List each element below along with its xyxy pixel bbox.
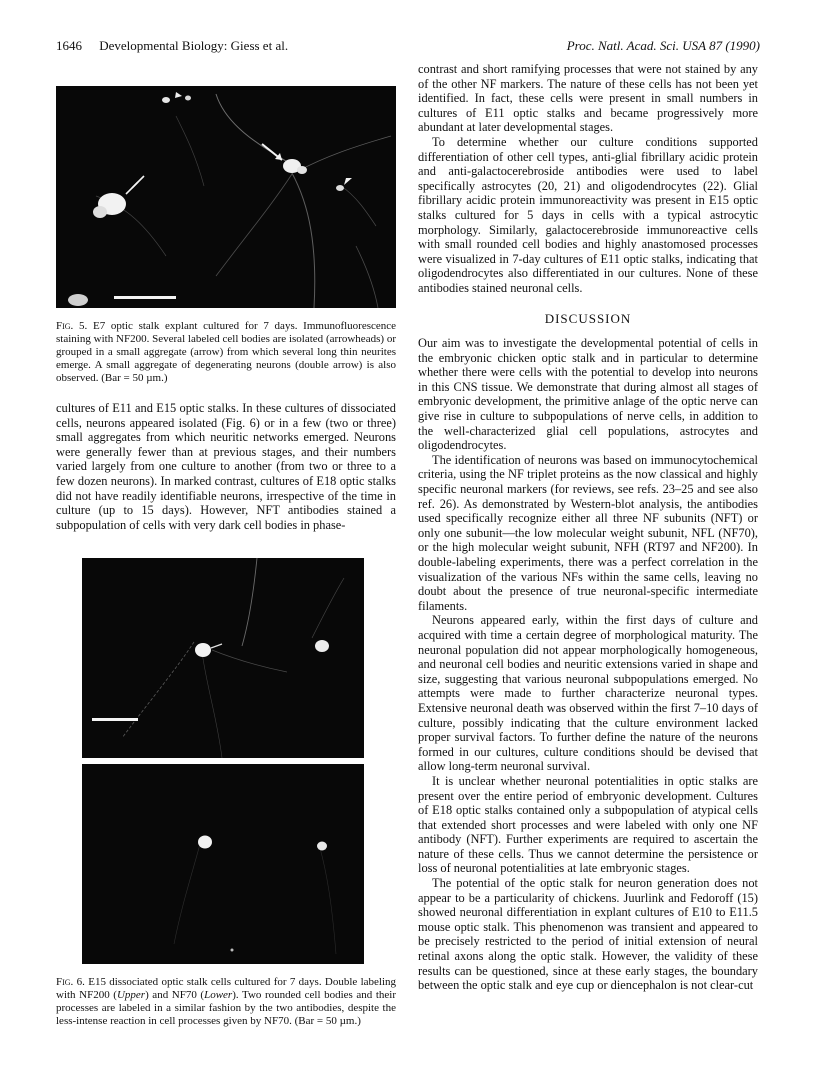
figure-6-upper-micrograph: [82, 558, 364, 758]
figure-6-caption-a: E15 dissociated optic stalk cells cultured for 7 days. Double labeling with NF200 (: [56, 976, 397, 1002]
figure-5-caption: [56, 320, 396, 385]
figure-6-upper-image: [82, 558, 364, 758]
discussion-paragraph: The identification of neurons was based on immunocytochemical criteria, using the NF triplet proteins as the now classical and highly specific neuronal markers (for reviews, see refs. 23–25 and see also ref. 26). As demonstrated by Western-blot analysis, the antibodies used specifically recognize either all three NF subunits (NFT) or only one subunit—the low molecular weight subunit, NFL (NF70), or the high molecular weight subunit, NFH (RT97 and NF200). In double-labeling experiments, there was a perfect correlation in the visualization of the various NFs within the same cells, leaving no doubt about the presence of true neuronal-specific intermediate filaments.: [418, 452, 758, 613]
figure-5-caption-text: E7 optic stalk explant cultured for 7 days. Immunofluorescence staining with NF200. Several labeled cell bodies are isolated (arrowheads) or grouped in a small aggregate (arrow) from which several long thin neurites emerge. A small aggregate of degenerating neurons (double arrow) is also observed. (Bar = 50 µm.): [56, 320, 397, 384]
figure-6-caption-c: ). Two rounded cell bodies and their processes are labeled in a similar fashion by the two antibodies, despite the less-intense reaction in cell processes given by NF70. (Bar = 50 µm.): [56, 989, 397, 1028]
figure-6-caption-b: ) and NF70 (: [145, 989, 205, 1002]
results-paragraph: To determine whether our culture conditions supported differentiation of other cell types, anti-glial fibrillary acidic protein and anti-galactocerebroside antibodies were used to label specifically astrocytes (20, 21) and oligodendrocytes (22). Glial fibrillary acidic protein immunoreactivity was present in E15 optic stalks cultured for 5 days in cells with a typical astrocytic morphology. Similarly, galactocerebroside immunoreactive cells with small rounded cell bodies and highly anastomosed processes were visualized in 7-day cultures of E11 optic stalks, indicating that oligodendrocytes also differentiated in our cultures. None of these antibodies stained neuronal cells.: [418, 134, 758, 295]
figure-5-image: [56, 86, 396, 308]
left-column: [56, 62, 396, 1028]
page-number: 1646: [56, 38, 82, 53]
discussion-paragraph: Neurons appeared early, within the first days of culture and acquired with time a certain degree of morphological maturity. The neuronal population did not appear morphologically homogeneous, and neuronal cell bodies and neuritic extensions varied in shape and size, suggesting that various neuronal subpopulations emerged. No attempts were made to further characterize neuronal types. Extensive neuronal death was observed within the first 7–10 days of culture, possibly indicating that the culture environment lacked proper survival factors. To further define the nature of the neurons formed in our cultures, culture conditions should be devised that allow long-term neuronal survival.: [418, 613, 758, 774]
discussion-heading: DISCUSSION: [544, 310, 632, 326]
left-paragraph: cultures of E11 and E15 optic stalks. In these cultures of dissociated cells, neurons appeared isolated (Fig. 6) or in a few (two or three) small aggregates from which neuritic networks emerged. Neurons were generally fewer than at previous stages, and their numbers varied largely from one culture to another (from two or three to a few dozen neurons). In marked contrast, cultures of E18 optic stalks did not have readily identifiable neurons, irrespective of the time in culture (up to 15 days). However, NFT antibodies stained a subpopulation of cells with very dark cell bodies in phase-: [56, 401, 396, 532]
right-column: [418, 62, 758, 993]
results-paragraph: contrast and short ramifying processes that were not stained by any of the other NF markers. The nature of these cells has not been yet identified. In fact, these cells were present in small numbers in cultures of E11 optic stalks and became progressively more abundant at later developmental stages.: [418, 62, 758, 135]
discussion-paragraph: The potential of the optic stalk for neuron generation does not appear to be a particularity of chickens. Juurlink and Fedoroff (15) showed neuronal differentiation in explant cultures of E10 to E11.5 mouse optic stalk. This phenomenon was transient and appeared to be precisely restricted to the period of initial extension of neural retinal axons along the optic stalk. However, the validity of these results can be questioned, since at these early stages, the boundary between the optic stalk and eye cup or diencephalon is not clear-cut: [418, 876, 758, 993]
figure-5-label: Fig. 5.: [56, 320, 88, 332]
running-header: [56, 38, 760, 54]
figure-6-lower-image: [82, 764, 364, 964]
header-left: [56, 38, 288, 54]
figure-6-caption-lower: Lower: [204, 989, 233, 1002]
journal-citation: Proc. Natl. Acad. Sci. USA 87 (1990): [566, 38, 760, 53]
figure-6-lower-micrograph: [82, 764, 364, 964]
discussion-paragraph: It is unclear whether neuronal potentialities in optic stalks are present over the entire period of embryonic development. Cultures of E18 optic stalks contained only a subpopulation of atypical cells that extended short processes and were labeled with only one NF antibody (NFT). Further experiments are required to ascertain the nature of these cells. Thus we cannot determine the persistence or loss of neuronal potentialities at late embryonic stages.: [418, 773, 758, 876]
figure-6-caption-upper: Upper: [116, 989, 146, 1002]
discussion-paragraph: Our aim was to investigate the developmental potential of cells in the embryonic chicken optic stalk and in particular to determine whether there were cells with the potential to develop into neurons in this CNS tissue. We demonstrate that during almost all stages of embryonic development, the primitive anlage of the optic nerve can give rise in culture to subpopulations of nerve cells, in addition to the well-characterized glial cell populations, astrocytes and oligodendrocytes.: [418, 336, 758, 453]
figure-5-micrograph: [56, 86, 396, 308]
figure-6-caption: [56, 976, 396, 1028]
figure-6-label: Fig. 6.: [56, 976, 85, 989]
running-title: Developmental Biology: Giess et al.: [99, 38, 289, 53]
